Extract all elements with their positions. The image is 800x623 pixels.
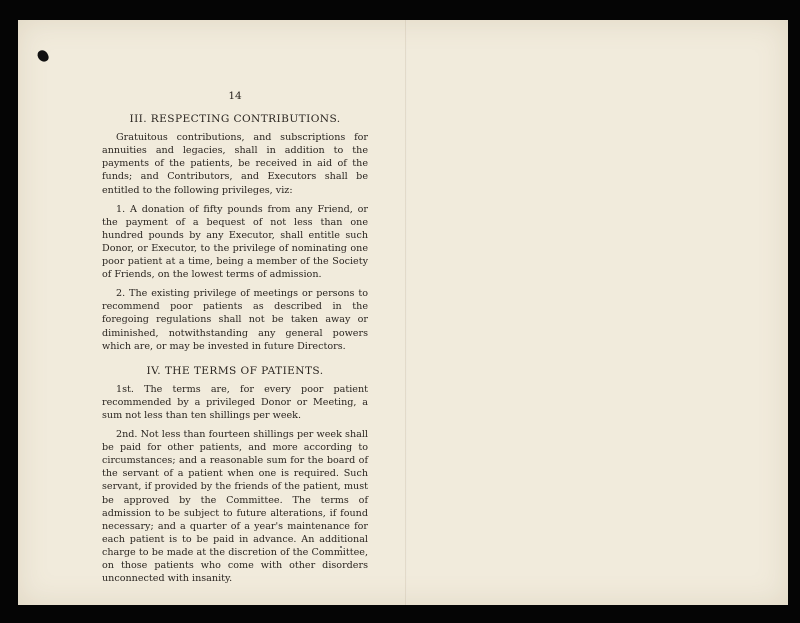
paragraph: 1. A donation of fifty pounds from any Friend, or the payment of a bequest of not less than one hundred pounds by any Executor, shall entitle such Donor, or Executor, to the privilege of nominating one poor patient at a time, being a member of the Society of Friends, on the lowest terms of admission. [102, 203, 368, 281]
section-heading-contributions: III. RESPECTING CONTRIBUTIONS. [129, 113, 341, 126]
paragraph: Gratuitous contributions, and subscriptions for annuities and legacies, shall in addition to the payments of the patients, be received in aid of the funds; and Contributors, and Executors shall be entitled to the following privileges, viz: [102, 132, 368, 196]
page-number: 14 [228, 90, 242, 102]
paragraph: 2. The existing privilege of meetings or persons to recommend poor patients as described in the foregoing regulations shall not be taken away or diminished, notwithstanding any general powers which are, or may be invested in future Directors. [102, 288, 368, 352]
document-page [18, 20, 788, 605]
page-fold [405, 20, 407, 605]
text-column [102, 90, 368, 591]
section-heading-terms: IV. THE TERMS OF PATIENTS. [146, 364, 324, 377]
paragraph: 2nd. Not less than fourteen shillings per week shall be paid for other patients, and more according to circumstances; and a reasonable sum for the board of the servant of a patient when one is required. Such servant, if provided by the friends of the patient, must be approved by the Committee. The terms of admission to be subject to future alterations, if found necessary; and a quarter of a year's maintenance for each patient is to be paid in advance. An additional charge to be made at the discretion of the Committee, on those patients who come with other disorders unconnected with insanity. [102, 429, 368, 585]
ink-blot [36, 48, 50, 63]
paragraph: 1st. The terms are, for every poor patient recommended by a privileged Donor or Meeting, a sum not less than ten shillings per week. [102, 383, 368, 421]
